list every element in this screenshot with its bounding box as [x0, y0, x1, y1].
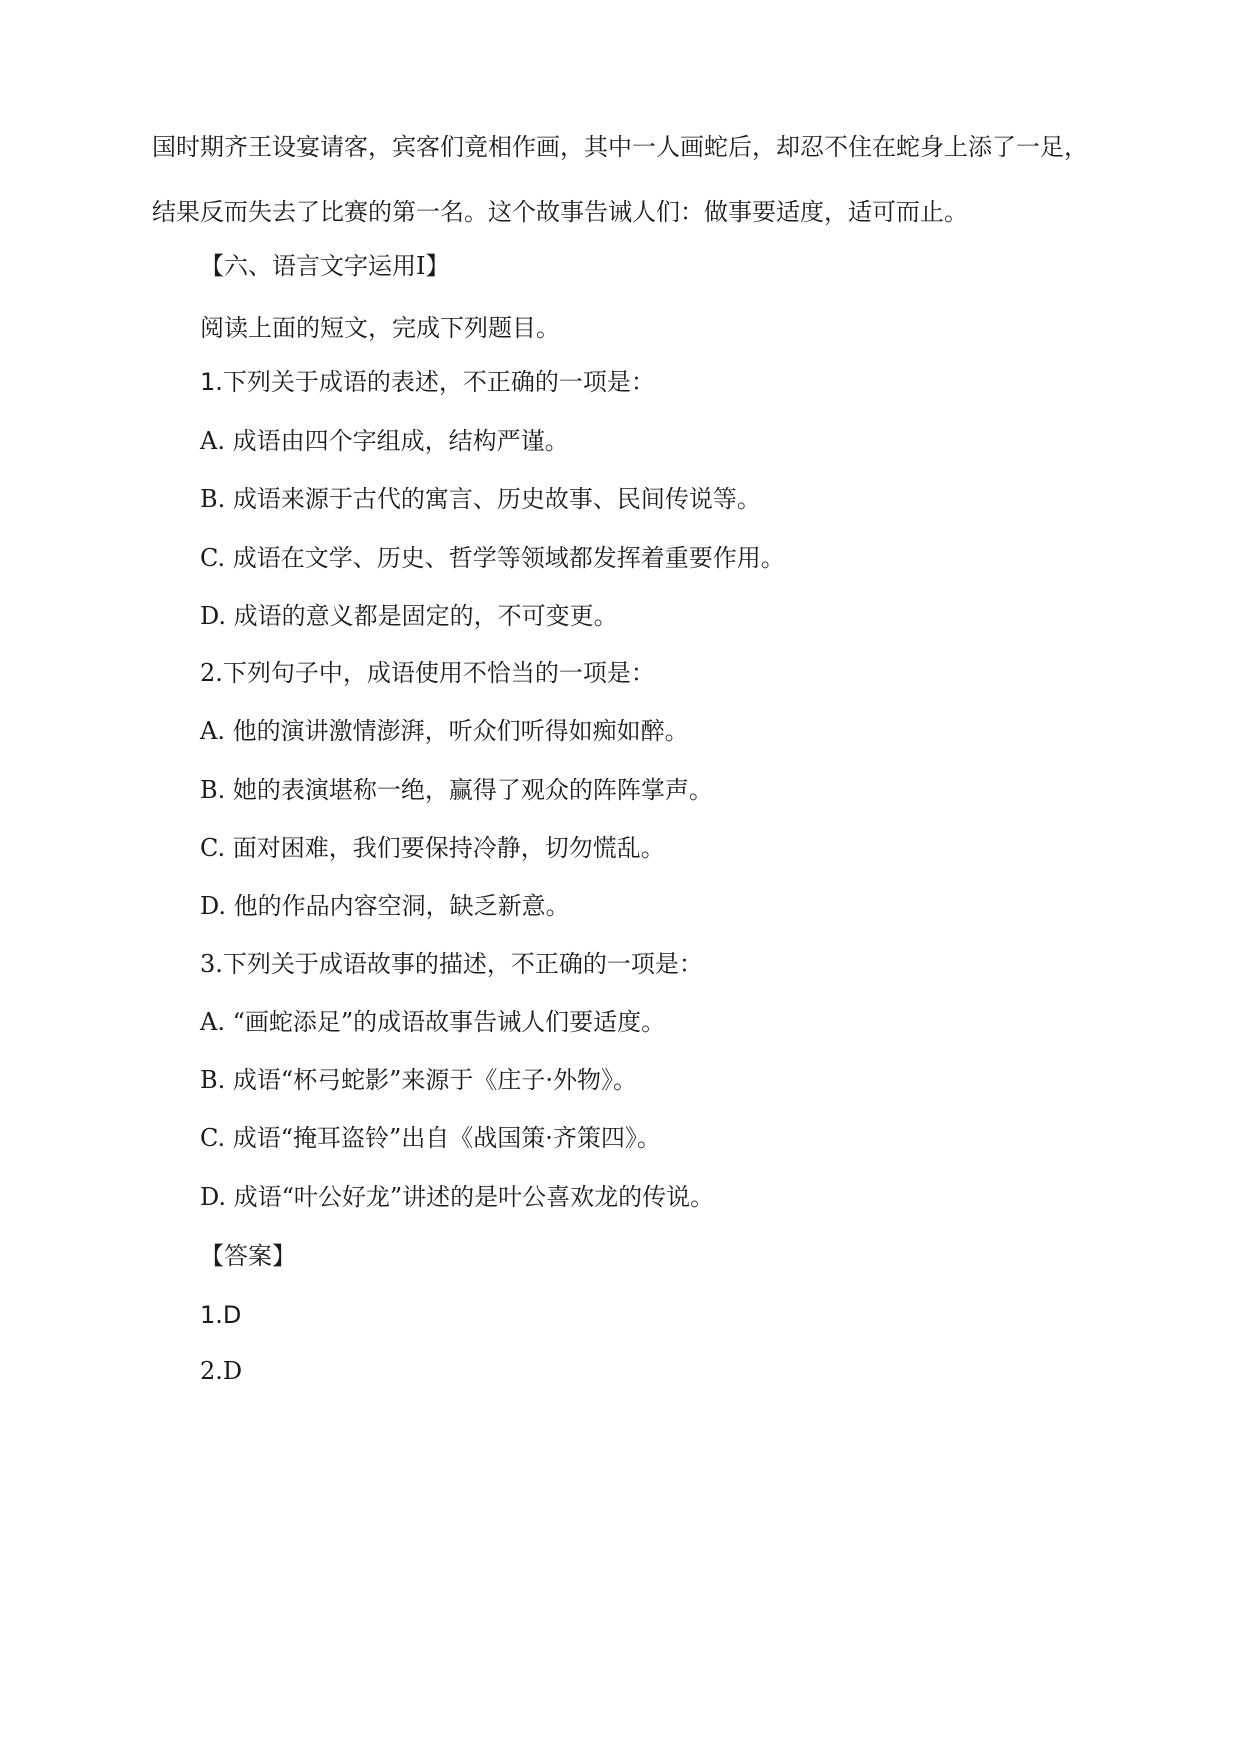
answer-heading: 【答案】	[200, 1242, 296, 1270]
question-2-option-d: D. 他的作品内容空洞，缺乏新意。	[200, 892, 570, 920]
question-3-option-d: D. 成语“叶公好龙”讲述的是叶公喜欢龙的传说。	[200, 1183, 715, 1211]
question-3-option-b: B. 成语“杯弓蛇影”来源于《庄子·外物》。	[200, 1066, 638, 1094]
question-1-stem: 1.下列关于成语的表述，不正确的一项是：	[200, 368, 655, 396]
question-3-option-c: C. 成语“掩耳盗铃”出自《战国策·齐策四》。	[200, 1124, 661, 1152]
question-3-option-a: A. “画蛇添足”的成语故事告诫人们要适度。	[200, 1008, 666, 1036]
question-2-option-a: A. 他的演讲激情澎湃，听众们听得如痴如醉。	[200, 717, 689, 745]
question-1-option-a: A. 成语由四个字组成，结构严谨。	[200, 427, 569, 455]
intro-line-1: 国时期齐王设宴请客，宾客们竟相作画，其中一人画蛇后，却忍不住在蛇身上添了一足，	[152, 133, 1088, 161]
question-1-option-d: D. 成语的意义都是固定的，不可变更。	[200, 602, 618, 630]
question-2-option-b: B. 她的表演堪称一绝，赢得了观众的阵阵掌声。	[200, 776, 713, 804]
question-2-option-c: C. 面对困难，我们要保持冷静，切勿慌乱。	[200, 834, 665, 862]
section-heading: 【六、语言文字运用Ⅰ】	[200, 252, 450, 280]
question-1-option-c: C. 成语在文学、历史、哲学等领域都发挥着重要作用。	[200, 544, 785, 572]
question-1-option-b: B. 成语来源于古代的寓言、历史故事、民间传说等。	[200, 485, 761, 513]
intro-line-2: 结果反而失去了比赛的第一名。这个故事告诫人们：做事要适度，适可而止。	[152, 198, 968, 226]
question-3-stem: 3.下列关于成语故事的描述，不正确的一项是：	[200, 950, 703, 978]
question-2-stem: 2.下列句子中，成语使用不恰当的一项是：	[200, 659, 655, 687]
instruction-text: 阅读上面的短文，完成下列题目。	[200, 314, 560, 342]
answer-1: 1.D	[200, 1301, 242, 1329]
answer-2: 2.D	[200, 1357, 243, 1385]
